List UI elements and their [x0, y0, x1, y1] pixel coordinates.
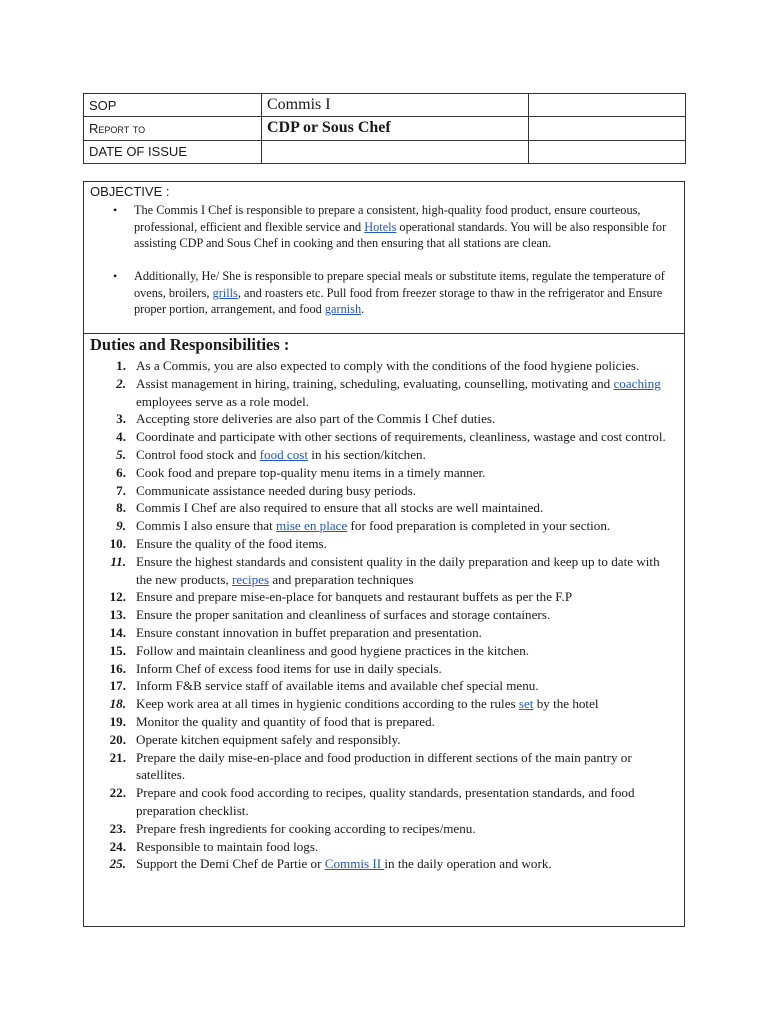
duty-number: 13. — [109, 607, 126, 623]
objective-section — [83, 181, 685, 334]
duty-item: 21. Prepare the daily mise-en-place and food production in different sections of the main pantry or satellites. — [84, 749, 684, 785]
duties-list — [84, 357, 684, 873]
duty-item: 25. Support the Demi Chef de Partie or Commis II in the daily operation and work. — [84, 855, 684, 873]
grills-link[interactable]: grills — [212, 285, 238, 300]
duty-item: 16. Inform Chef of excess food items for use in daily specials. — [84, 660, 684, 678]
duty-item: 9. Commis I also ensure that mise en place for food preparation is completed in your section. — [84, 517, 684, 535]
mise-en-place-link[interactable]: mise en place — [276, 518, 348, 534]
coaching-link[interactable]: coaching — [613, 375, 661, 391]
duty-number: 7. — [116, 482, 126, 498]
duty-item: 23. Prepare fresh ingredients for cooking according to recipes/menu. — [84, 820, 684, 838]
duty-item: 17. Inform F&B service staff of available items and available chef special menu. — [84, 677, 684, 695]
set-link[interactable]: set — [518, 696, 534, 712]
duties-section — [83, 332, 685, 927]
duty-item: 20. Operate kitchen equipment safely and responsibly. — [84, 731, 684, 749]
duties-title: Duties and Responsibilities : — [90, 335, 290, 354]
header-table — [83, 93, 686, 164]
duty-number: 23. — [109, 820, 126, 836]
duty-number: 17. — [109, 678, 126, 694]
duty-item: 14. Ensure constant innovation in buffet preparation and presentation. — [84, 624, 684, 642]
report-to-value: CDP or Sous Chef — [262, 117, 529, 140]
duty-number: 21. — [109, 749, 126, 765]
duty-item: 22. Prepare and cook food according to recipes, quality standards, presentation standards, and food preparation checklist. — [84, 784, 684, 820]
duty-number: 11. — [110, 553, 126, 569]
duty-number: 15. — [109, 642, 126, 658]
duty-number: 19. — [109, 713, 126, 729]
duty-item: 4. Coordinate and participate with other sections of requirements, cleanliness, wastage and cost control. — [84, 428, 684, 446]
date-of-issue-extra — [529, 140, 686, 163]
duty-number: 20. — [109, 731, 126, 747]
duty-number: 9. — [116, 518, 126, 534]
duty-item: 10. Ensure the quality of the food items. — [84, 535, 684, 553]
duty-item: 11. Ensure the highest standards and consistent quality in the daily preparation and keep up to date with the new products, recipes and preparation techniques — [84, 553, 684, 589]
date-of-issue-label: DATE OF ISSUE — [84, 140, 262, 163]
duty-item: 12. Ensure and prepare mise-en-place for banquets and restaurant buffets as per the F.P — [84, 588, 684, 606]
duty-number: 4. — [116, 429, 126, 445]
food-cost-link[interactable]: food cost — [259, 446, 309, 462]
objective-bullet: • Additionally, He/ She is responsible to prepare special meals or substitute items, regulate the temperature of ovens, broilers, grills, and roasters etc. Pull food from freezer storage to thaw in the refrigerator and Ensure proper portion, arrangement, and food garnish. — [113, 269, 665, 316]
bullet-icon: • — [113, 203, 118, 217]
sop-value: Commis I — [262, 94, 529, 117]
duty-item: 5. Control food stock and food cost in his section/kitchen. — [84, 446, 684, 464]
commis-ii-link[interactable]: Commis II — [324, 856, 385, 872]
duty-item: 6. Cook food and prepare top-quality menu items in a timely manner. — [84, 464, 684, 482]
report-to-extra — [529, 117, 686, 140]
bullet-icon: • — [113, 269, 118, 283]
duty-item: 24. Responsible to maintain food logs. — [84, 838, 684, 856]
duty-number: 14. — [109, 624, 126, 640]
duty-number: 5. — [116, 446, 126, 462]
duty-number: 12. — [109, 589, 126, 605]
sop-row — [84, 94, 686, 117]
date-of-issue-row — [84, 140, 686, 163]
hotels-link[interactable]: Hotels — [364, 219, 397, 234]
duty-number: 18. — [109, 696, 126, 712]
duty-item: 19. Monitor the quality and quantity of food that is prepared. — [84, 713, 684, 731]
duty-item: 8. Commis I Chef are also required to ensure that all stocks are well maintained. — [84, 499, 684, 517]
duty-item: 3. Accepting store deliveries are also part of the Commis I Chef duties. — [84, 410, 684, 428]
duty-item: 15. Follow and maintain cleanliness and good hygiene practices in the kitchen. — [84, 642, 684, 660]
duty-number: 16. — [109, 660, 126, 676]
duty-number: 10. — [109, 535, 126, 551]
duty-number: 24. — [109, 838, 126, 854]
duty-number: 3. — [116, 411, 126, 427]
duty-number: 8. — [116, 500, 126, 516]
duty-number: 2. — [116, 375, 126, 391]
duty-item: 13. Ensure the proper sanitation and cleanliness of surfaces and storage containers. — [84, 606, 684, 624]
date-of-issue-value — [262, 140, 529, 163]
duty-item: 2. Assist management in hiring, training, scheduling, evaluating, counselling, motivating and coaching employees serve as a role model. — [84, 375, 684, 411]
duty-number: 1. — [116, 358, 126, 373]
duty-number: 6. — [116, 464, 126, 480]
objective-bullet: • The Commis I Chef is responsible to prepare a consistent, high-quality food product, ensure courteous, professional, efficient and flexible service and Hotels operational standards. You will be also responsible for assisting CDP and Sous Chef in cooking and then ensuring that all stations are clean. — [113, 203, 667, 250]
report-to-label: Report to — [84, 117, 262, 140]
garnish-link[interactable]: garnish — [324, 302, 362, 316]
objective-title: OBJECTIVE : — [90, 184, 170, 199]
duty-number: 25. — [109, 856, 126, 872]
sop-extra — [529, 94, 686, 117]
duty-item: 1. As a Commis, you are also expected to comply with the conditions of the food hygiene policies. — [84, 357, 684, 375]
duty-number: 22. — [109, 785, 126, 801]
recipes-link[interactable]: recipes — [232, 571, 270, 587]
sop-label: SOP — [84, 94, 262, 117]
report-to-row — [84, 117, 686, 140]
duty-item: 18. Keep work area at all times in hygienic conditions according to the rules set by the hotel — [84, 695, 684, 713]
duty-item: 7. Communicate assistance needed during busy periods. — [84, 482, 684, 500]
